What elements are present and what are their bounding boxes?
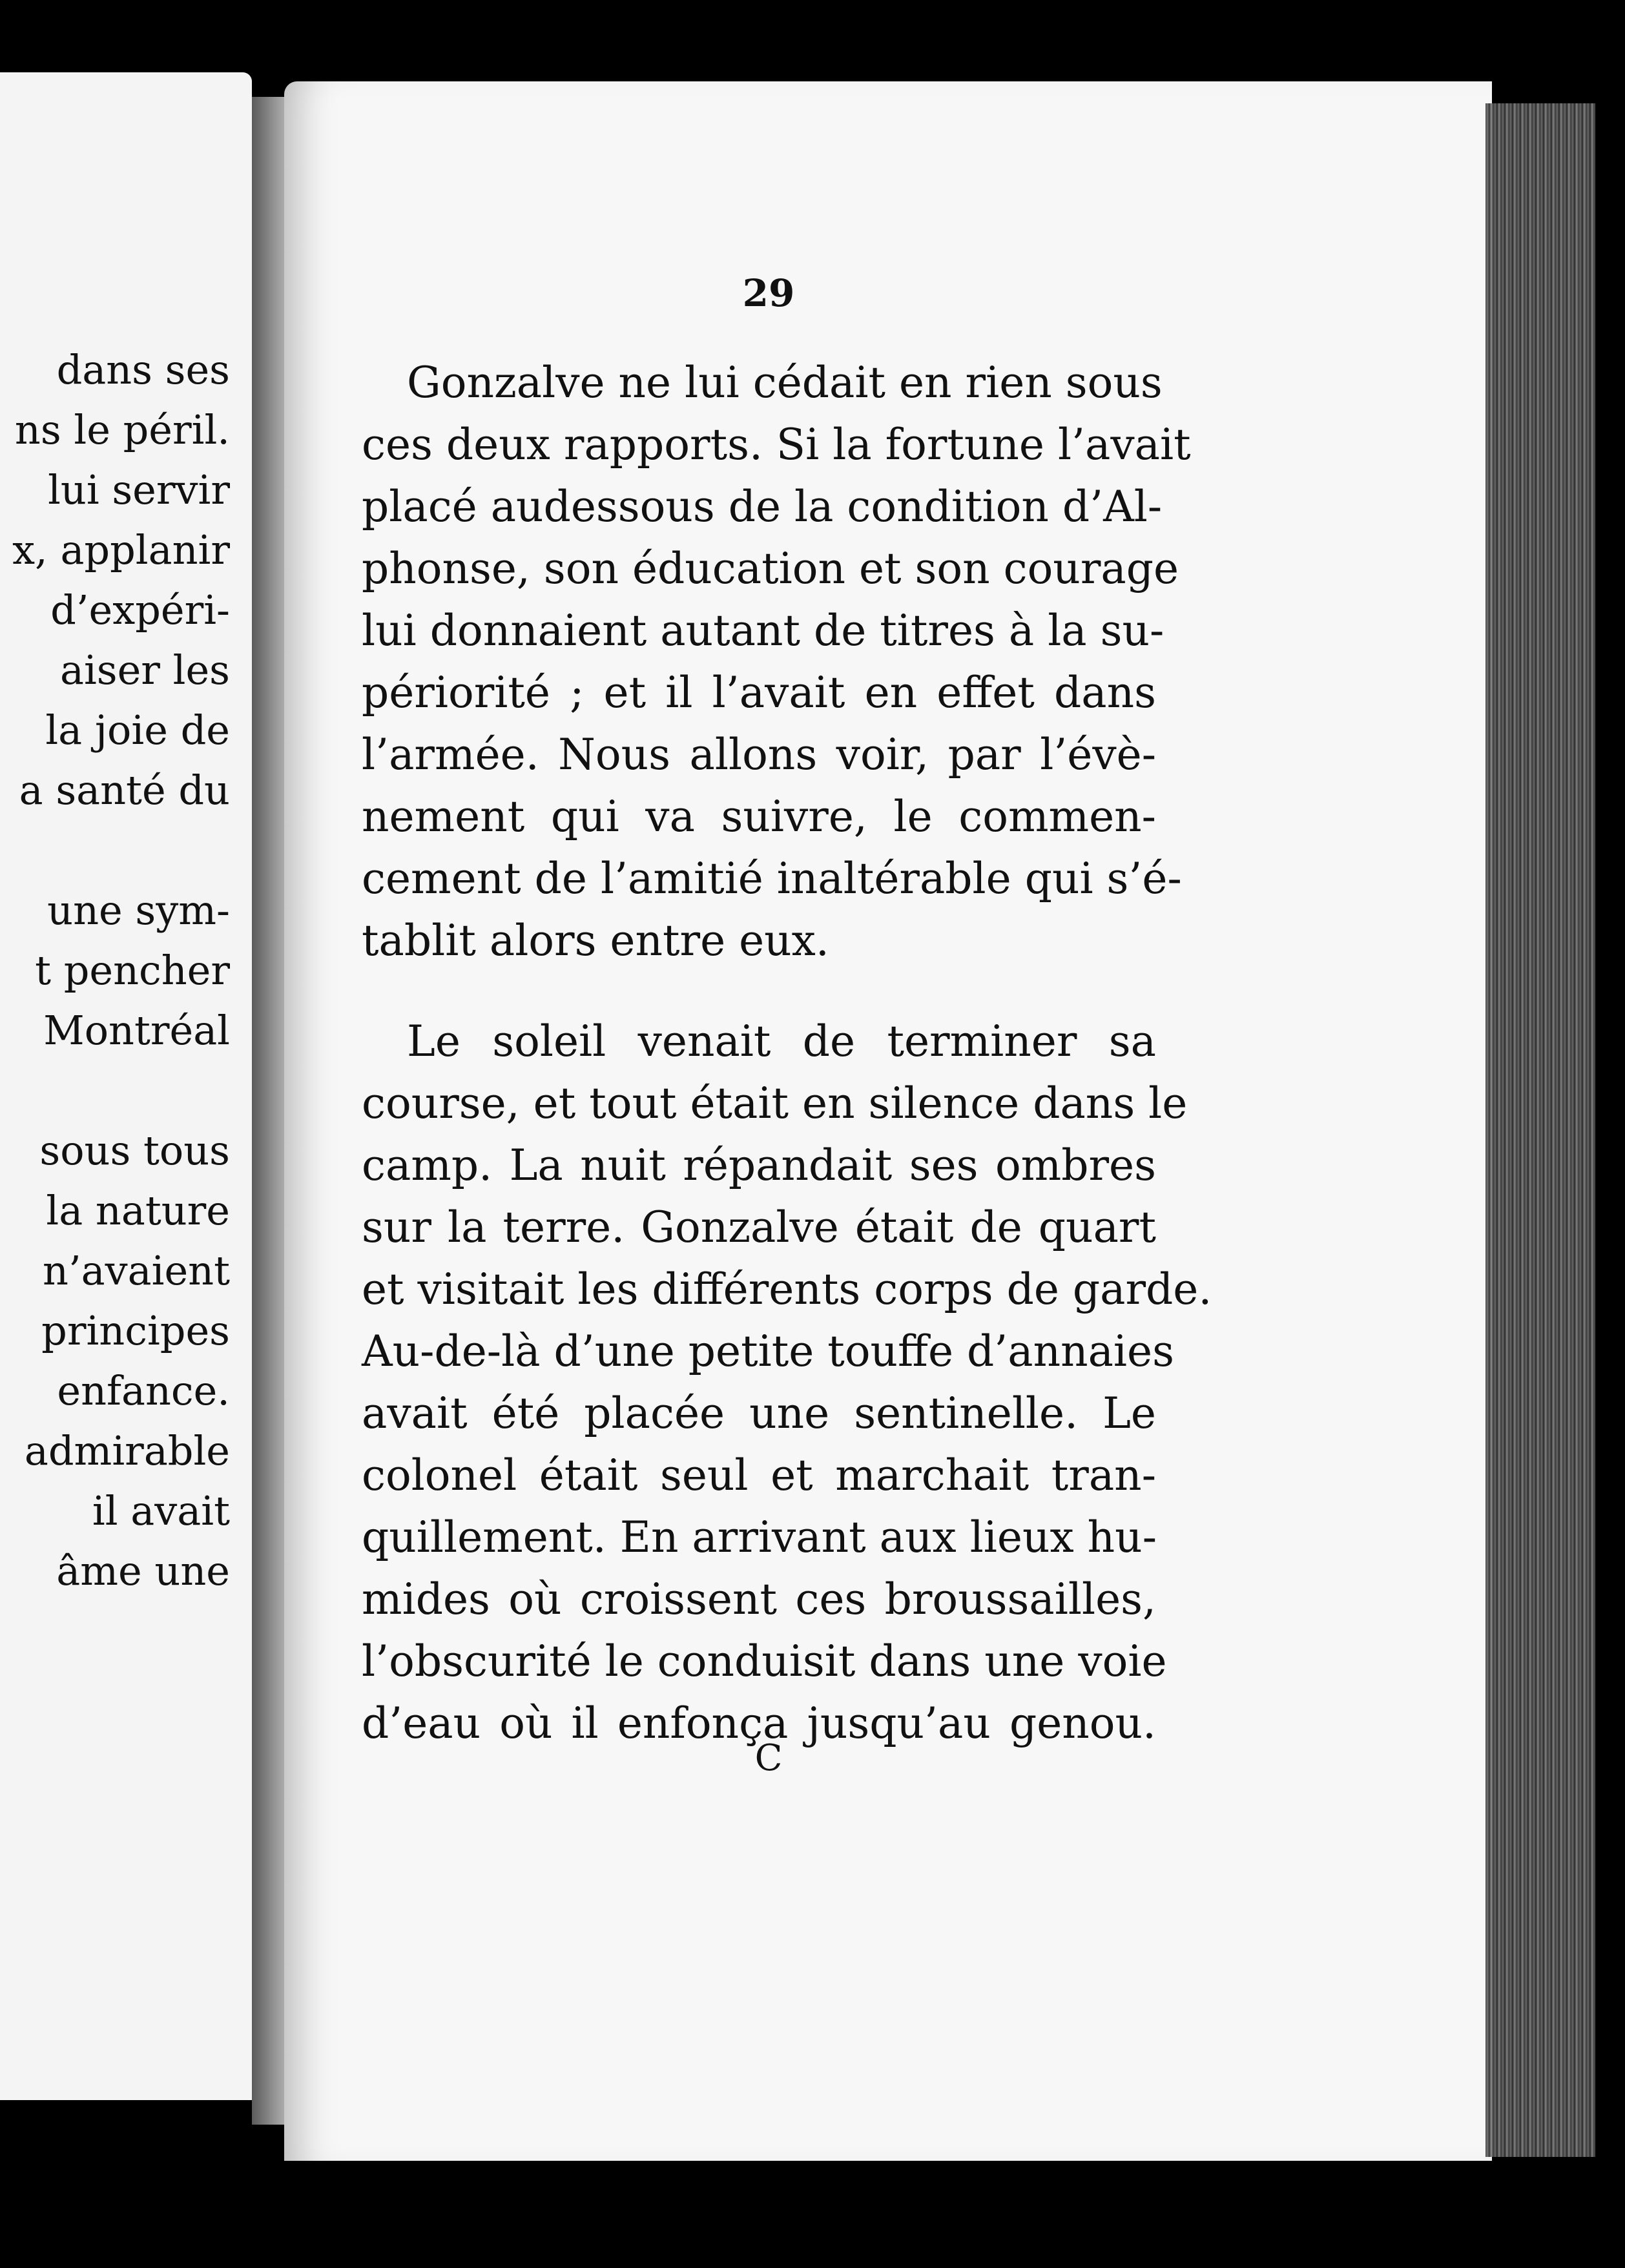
text-line: Le soleil venait de terminer sa (407, 1016, 1156, 1066)
page-number: 29 (742, 271, 795, 315)
left-page-line: la joie de (45, 706, 230, 754)
text-line: Au-de-là d’une petite touffe d’annaies (362, 1326, 1174, 1376)
left-page-line: x, applanir (12, 526, 230, 573)
text-line: Gonzalve ne lui cédait en rien sous (407, 358, 1163, 407)
text-line: lui donnaient autant de titres à la su- (362, 606, 1164, 655)
text-line: l’obscurité le conduisit dans une voie (362, 1636, 1167, 1686)
page-body (362, 352, 1212, 1755)
left-page-line: Montréal (43, 1007, 230, 1054)
left-page (0, 72, 252, 2100)
signature-mark: C (754, 1737, 783, 1779)
left-page-line: t pencher (35, 947, 230, 994)
text-line: tablit alors entre eux. (362, 916, 829, 965)
left-page-line: enfance. (57, 1367, 230, 1414)
page-edges (1485, 103, 1595, 2157)
text-line: mides où croissent ces broussailles, (362, 1574, 1156, 1624)
text-line: colonel était seul et marchait tran- (362, 1450, 1156, 1500)
text-line: phonse, son éducation et son courage (362, 544, 1179, 593)
left-page-line: a santé du (19, 767, 230, 814)
left-page-line: aiser les (60, 646, 230, 694)
text-line: d’eau où il enfonça jusqu’au genou. (362, 1698, 1156, 1748)
text-line: l’armée. Nous allons voir, par l’évè- (362, 730, 1156, 779)
text-line: périorité ; et il l’avait en effet dans (362, 668, 1156, 717)
left-page-line: âme une (56, 1547, 230, 1594)
text-line: avait été placée une sentinelle. Le (362, 1388, 1156, 1438)
left-page-line: admirable (24, 1427, 230, 1474)
text-line: course, et tout était en silence dans le (362, 1078, 1188, 1128)
left-page-line: n’avaient (43, 1247, 230, 1294)
left-page-line: sous tous (39, 1127, 230, 1174)
left-page-line: la nature (46, 1187, 230, 1234)
paragraph-gap (362, 972, 1156, 1011)
text-line: sur la terre. Gonzalve était de quart (362, 1202, 1156, 1252)
text-line: ces deux rapports. Si la fortune l’avait (362, 420, 1191, 469)
text-line: quillement. En arrivant aux lieux hu- (362, 1512, 1157, 1562)
text-line: et visitait les différents corps de garde. (362, 1264, 1212, 1314)
text-line: nement qui va suivre, le commen- (362, 792, 1156, 841)
left-page-line: il avait (92, 1487, 230, 1534)
text-line: placé audessous de la condition d’Al- (362, 482, 1163, 531)
text-line: camp. La nuit répandait ses ombres (362, 1140, 1156, 1190)
left-page-line: ns le péril. (14, 406, 230, 453)
left-page-line: d’expéri- (50, 586, 230, 634)
left-page-line: lui servir (48, 466, 230, 513)
left-page-line: dans ses (56, 346, 230, 393)
left-page-line: principes (41, 1307, 230, 1354)
text-line: cement de l’amitié inaltérable qui s’é- (362, 854, 1182, 903)
left-page-line: une sym- (47, 887, 230, 934)
